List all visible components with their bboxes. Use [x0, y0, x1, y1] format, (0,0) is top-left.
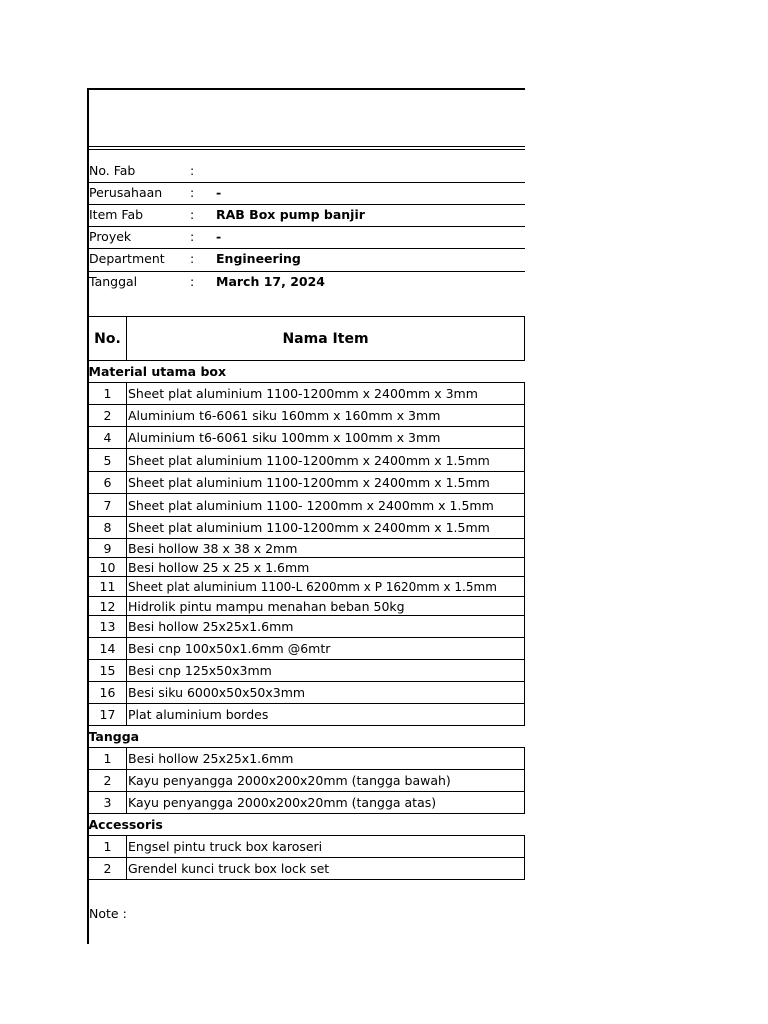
- item-no: 10: [89, 558, 127, 577]
- header-no: No.: [89, 317, 127, 361]
- note-label: Note :: [89, 906, 127, 921]
- item-name: Besi cnp 100x50x1.6mm @6mtr: [127, 638, 525, 660]
- info-colon: :: [190, 229, 195, 244]
- item-name: Hidrolik pintu mampu menahan beban 50kg: [127, 597, 525, 616]
- info-label-proyek: Proyek: [89, 229, 132, 244]
- header-divider-2: [87, 149, 525, 150]
- info-colon: :: [190, 163, 195, 178]
- item-name: Besi hollow 25x25x1.6mm: [127, 748, 525, 770]
- info-colon: :: [190, 185, 195, 200]
- info-label-item-fab: Item Fab: [89, 207, 144, 222]
- info-value-tanggal: March 17, 2024: [216, 274, 325, 289]
- table-row: [89, 638, 525, 660]
- item-name: Sheet plat aluminium 1100-1200mm x 2400mm x 1.5mm: [127, 517, 525, 539]
- item-name: Besi hollow 25x25x1.6mm: [127, 616, 525, 638]
- table-row: [89, 577, 525, 597]
- item-no: 6: [89, 472, 127, 494]
- table-row: [89, 517, 525, 539]
- item-name: Sheet plat aluminium 1100-1200mm x 2400mm x 3mm: [127, 383, 525, 405]
- table-row: [89, 704, 525, 726]
- item-name: Aluminium t6-6061 siku 100mm x 100mm x 3mm: [127, 427, 525, 449]
- item-name: Kayu penyangga 2000x200x20mm (tangga bawah): [127, 770, 525, 792]
- info-colon: :: [190, 251, 195, 266]
- section-row: [89, 726, 525, 748]
- item-no: 5: [89, 449, 127, 472]
- table-row: [89, 792, 525, 814]
- item-no: 1: [89, 748, 127, 770]
- table-row: [89, 472, 525, 494]
- item-no: 7: [89, 494, 127, 517]
- table-row: [89, 494, 525, 517]
- info-colon: :: [190, 207, 195, 222]
- info-value-item-fab: RAB Box pump banjir: [216, 207, 365, 222]
- section-row: [89, 814, 525, 836]
- table-row: [89, 660, 525, 682]
- item-name: Engsel pintu truck box karoseri: [127, 836, 525, 858]
- table-row: [89, 836, 525, 858]
- item-no: 3: [89, 792, 127, 814]
- top-border: [87, 88, 525, 90]
- item-no: 1: [89, 836, 127, 858]
- item-name: Kayu penyangga 2000x200x20mm (tangga atas): [127, 792, 525, 814]
- item-no: 4: [89, 427, 127, 449]
- section-row: [89, 361, 525, 383]
- item-name: Aluminium t6-6061 siku 160mm x 160mm x 3mm: [127, 405, 525, 427]
- info-divider: [87, 226, 525, 227]
- table-row: [89, 383, 525, 405]
- info-value-perusahaan: -: [216, 185, 222, 200]
- table-row: [89, 748, 525, 770]
- table-row: [89, 597, 525, 616]
- item-name: Sheet plat aluminium 1100- 1200mm x 2400mm x 1.5mm: [127, 494, 525, 517]
- table-row: [89, 449, 525, 472]
- item-no: 1: [89, 383, 127, 405]
- info-label-no-fab: No. Fab: [89, 163, 136, 178]
- info-label-department: Department: [89, 251, 165, 266]
- table-row: [89, 858, 525, 880]
- item-name: Grendel kunci truck box lock set: [127, 858, 525, 880]
- item-no: 15: [89, 660, 127, 682]
- item-no: 8: [89, 517, 127, 539]
- info-label-perusahaan: Perusahaan: [89, 185, 163, 200]
- item-no: 2: [89, 405, 127, 427]
- item-no: 2: [89, 858, 127, 880]
- item-no: 9: [89, 539, 127, 558]
- section-title: Accessoris: [88, 817, 163, 832]
- info-value-proyek: -: [216, 229, 222, 244]
- item-name: Besi hollow 25 x 25 x 1.6mm: [127, 558, 525, 577]
- header-nama-item: Nama Item: [127, 317, 525, 361]
- item-no: 11: [89, 577, 127, 597]
- item-name: Sheet plat aluminium 1100-L 6200mm x P 1620mm x 1.5mm: [127, 577, 525, 597]
- section-title: Material utama box: [88, 364, 227, 379]
- table-row: [89, 682, 525, 704]
- table-row: [89, 405, 525, 427]
- item-name: Besi hollow 38 x 38 x 2mm: [127, 539, 525, 558]
- table-row: [89, 427, 525, 449]
- item-no: 13: [89, 616, 127, 638]
- table-header-row: [89, 317, 525, 361]
- item-no: 14: [89, 638, 127, 660]
- item-no: 16: [89, 682, 127, 704]
- item-name: Sheet plat aluminium 1100-1200mm x 2400mm x 1.5mm: [127, 449, 525, 472]
- info-colon: :: [190, 274, 195, 289]
- items-table: [88, 316, 525, 880]
- table-row: [89, 558, 525, 577]
- item-no: 17: [89, 704, 127, 726]
- info-value-department: Engineering: [216, 251, 301, 266]
- header-divider-1: [87, 146, 525, 147]
- item-no: 12: [89, 597, 127, 616]
- section-title: Tangga: [88, 729, 140, 744]
- item-name: Besi cnp 125x50x3mm: [127, 660, 525, 682]
- item-name: Sheet plat aluminium 1100-1200mm x 2400mm x 1.5mm: [127, 472, 525, 494]
- table-row: [89, 539, 525, 558]
- table-row: [89, 616, 525, 638]
- table-row: [89, 770, 525, 792]
- item-name: Besi siku 6000x50x50x3mm: [127, 682, 525, 704]
- item-name: Plat aluminium bordes: [127, 704, 525, 726]
- item-no: 2: [89, 770, 127, 792]
- info-label-tanggal: Tanggal: [89, 274, 138, 289]
